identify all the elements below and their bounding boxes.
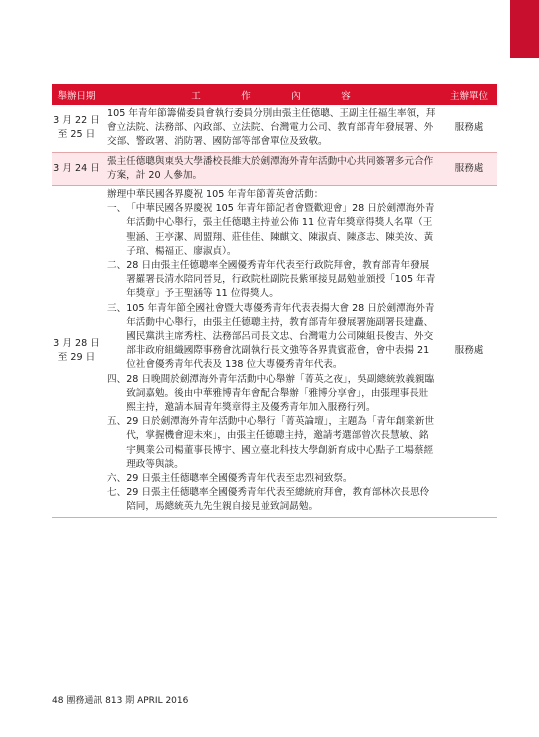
list-item-text: 29 日於劍潭海外青年活動中心舉行「菁英論壇」，主題為「青年創業新世代，掌握機會迎未來」，由張主任德聰主持，邀請考選部曾次長慧敏、銘宇興業公司楊董事長博宇、國立臺北科技大學創新育成中心點子工場蔡經理政等與談。 <box>126 416 435 470</box>
row-date: 3 月 22 日 至 25 日 <box>53 115 100 141</box>
list-item-number: 六、 <box>107 473 127 485</box>
row-intro: 辦理中華民國各界慶祝 105 年青年節菁英會活動： <box>107 189 324 201</box>
list-item-number: 三、 <box>107 302 127 314</box>
list-item-number: 七、 <box>107 487 127 499</box>
row-content: 張主任德聰與東吳大學潘校長維大於劍潭海外青年活動中心共同簽署多元合作方案，計 20 人參加。 <box>107 155 434 181</box>
list-item <box>107 302 437 373</box>
list-item-number: 一、 <box>107 203 127 215</box>
corner-tab <box>510 0 539 58</box>
page-footer: 48 團務通訊 813 期 APRIL 2016 <box>52 696 189 706</box>
list-item-text: 29 日張主任德聰率全國優秀青年代表至總統府拜會，教育部林次長思伶陪同，馬總統英九先生親自接見並致詞勗勉。 <box>126 487 430 513</box>
list-item-number: 五、 <box>107 416 127 428</box>
list-item-text: 28 日晚間於劍潭海外青年活動中心舉辦「菁英之夜」，吳副總統敦義親臨致詞嘉勉。後由中華雅博青年會配合舉辦「雅博分享會」，由張理事長壯熙主持，邀請本屆青年獎章得主及優秀青年加入服務行列。 <box>126 373 435 414</box>
list-item-text: 「中華民國各界慶祝 105 年青年節記者會暨歡迎會」28 日於劍潭海外青年活動中心舉行，張主任德聰主持並公佈 11 位青年獎章得獎人名單（王聖涵、王亭潔、周盟翔、莊佳佳、陳麒文、陳淑貞、陳彥志、陳美汝、黃子琯、楊福正、廖淑貞）。 <box>126 203 435 257</box>
list-item <box>107 415 437 472</box>
list-item-text: 105 年青年節全國社會暨大專優秀青年代表表揚大會 28 日於劍潭海外青年活動中心舉行，由張主任德聰主持，教育部青年發展署施副署長建矗、國民黨洪主席秀柱、法務部呂司長文忠、台灣電力公司陳組長俊吉、外交部非政府組織國際事務會沈副執行長文強等各界貴賓蒞會，會中表揚 21 位社會優秀青年代表及 138 位大專優秀青年代表。 <box>126 302 435 371</box>
list-item <box>107 202 437 259</box>
list-item-text: 29 日張主任德聰率全國優秀青年代表至忠烈祠致祭。 <box>126 473 353 485</box>
row-content <box>101 186 441 517</box>
list-item-number: 四、 <box>107 373 127 385</box>
list-item-number: 二、 <box>107 260 127 272</box>
header-work-char: 容 <box>341 90 351 102</box>
table-row <box>52 105 497 153</box>
table-row <box>52 153 497 186</box>
list-item <box>107 373 437 416</box>
list-item <box>107 486 437 514</box>
row-content: 105 年青年節籌備委員會執行委員分別由張主任德聰、王副主任福生率領，拜會立法院、法務部、內政部、立法院、台灣電力公司、教育部青年發展署、外交部、警政署、消防署、國防部等部會單位及致敬。 <box>107 108 436 148</box>
header-work <box>101 88 441 102</box>
header-work-char: 內 <box>291 90 301 102</box>
header-org: 主辦單位 <box>449 90 488 102</box>
list-item <box>107 259 437 302</box>
header-work-char: 工 <box>191 90 201 102</box>
list-item <box>107 472 437 486</box>
row-org: 服務處 <box>454 162 484 174</box>
row-date: 3 月 24 日 <box>53 162 100 174</box>
row-date: 3 月 28 日 至 29 日 <box>53 338 100 364</box>
list-item-text: 28 日由張主任德聰率全國優秀青年代表至行政院拜會，教育部青年發展署羅署長清水陪同晉見，行政院杜副院長紫軍接見勗勉並頒授「105 年青年獎章」予王聖涵等 11 位得獎人。 <box>126 260 436 300</box>
row-org: 服務處 <box>454 122 484 134</box>
row-org: 服務處 <box>454 345 484 357</box>
activity-table <box>52 84 497 518</box>
header-date: 舉辦日期 <box>57 90 96 102</box>
header-work-char: 作 <box>241 90 251 102</box>
table-header <box>52 84 497 105</box>
table-row <box>52 186 497 518</box>
